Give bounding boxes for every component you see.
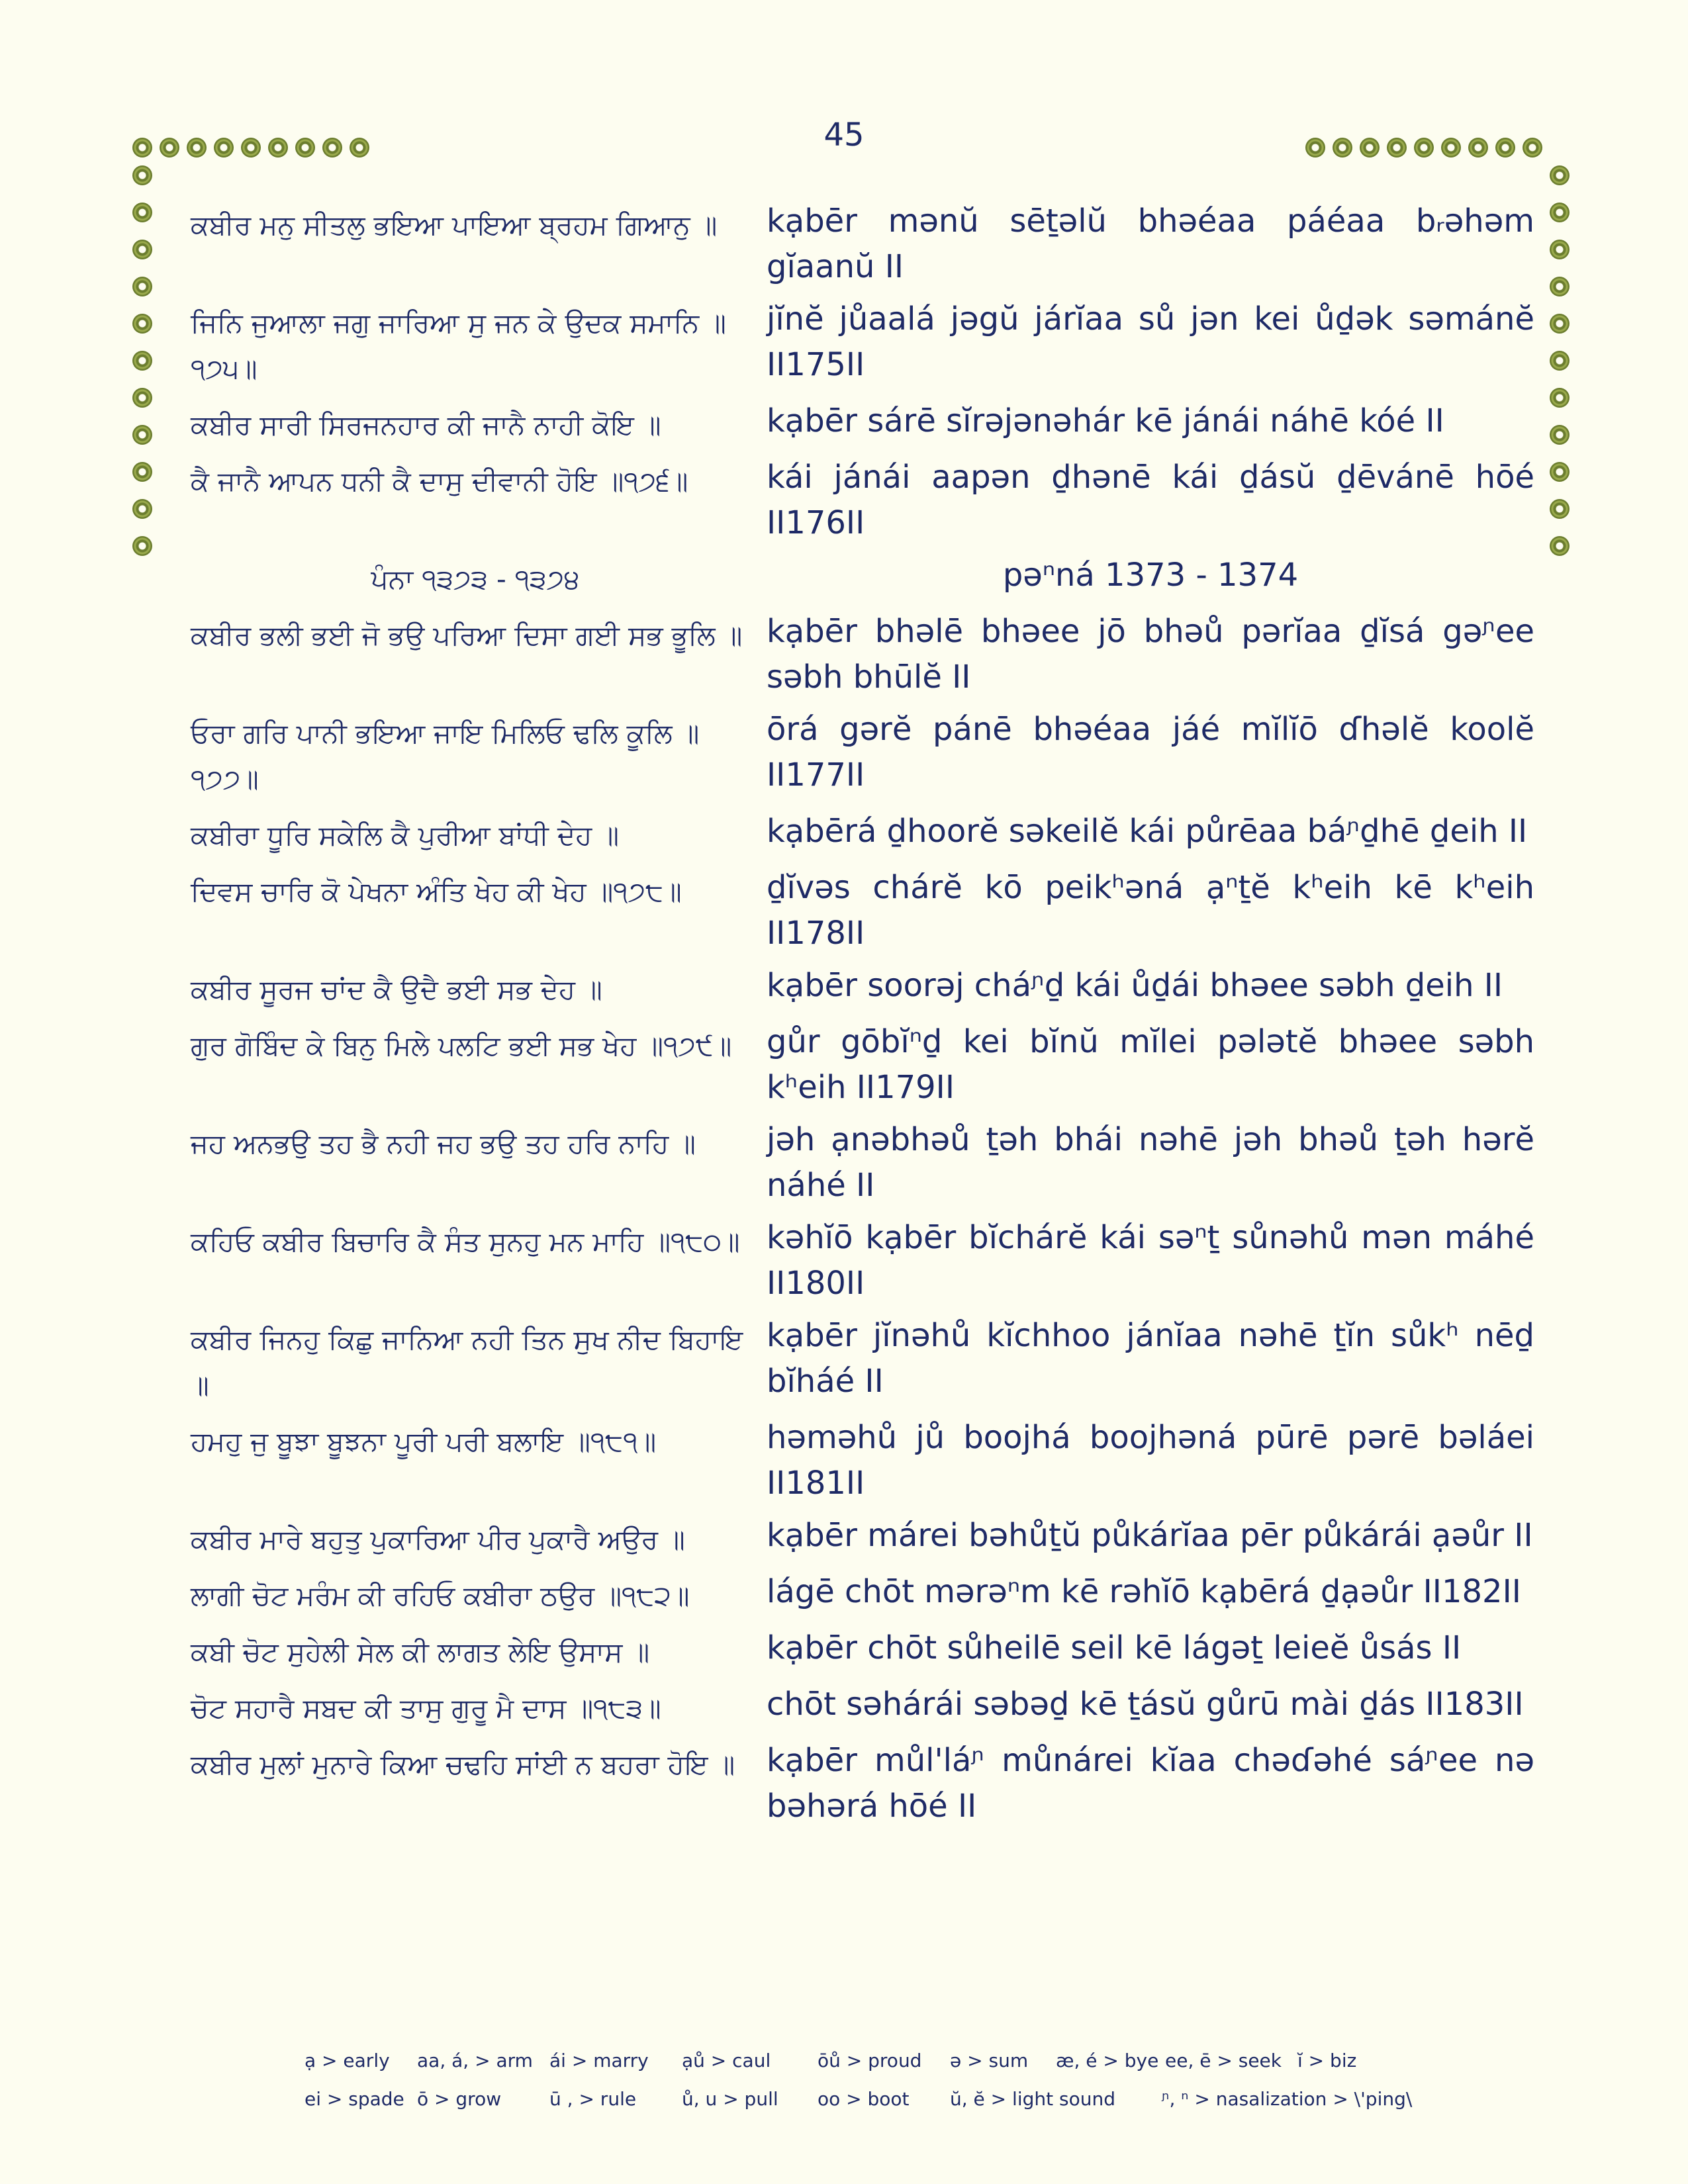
ornament-right	[1550, 165, 1570, 556]
transliteration-text: kạbēr můl'láᶮ můnárei kĭaa chəɗəhé sáᶮee nə bəhərá hōé II	[767, 1742, 1534, 1825]
transliteration-text: kạbēr márei bəhůṯŭ půkárĭaa pēr půkárái ạəůr II	[767, 1517, 1533, 1554]
flower-ornament-icon	[350, 138, 369, 158]
transliteration-text: kạbēr mənŭ sēṯəlŭ bhəéaa páéaa bᵣəhəm gĭaanŭ II	[767, 203, 1534, 285]
verse-table	[191, 199, 1534, 1836]
verse-row	[191, 609, 1534, 700]
transliteration-text: kạbēr soorəj cháᶮḏ kái ůḏái bhəee səbh ḏeih II	[767, 967, 1503, 1004]
legend-row	[305, 2042, 1496, 2080]
legend-item: oo > boot	[818, 2088, 910, 2110]
gurmukhi-text: ਜਿਨਿ ਜੁਆਲਾ ਜਗੁ ਜਾਰਿਆ ਸੁ ਜਨ ਕੇ ਉਦਕ ਸਮਾਨਿ ॥੧੭੫॥	[191, 307, 726, 385]
flower-ornament-icon	[132, 314, 152, 334]
flower-ornament-icon	[1305, 138, 1325, 158]
transliteration-text: gůr gōbĭⁿḏ kei bĭnŭ mĭlei pələtĕ bhəee səbh kʰeih II179II	[767, 1023, 1534, 1106]
flower-ornament-icon	[132, 536, 152, 556]
page-number: 45	[823, 116, 865, 154]
legend-item: ĭ > biz	[1297, 2050, 1357, 2071]
verse-row	[191, 398, 1534, 448]
gurmukhi-text: ਕਬੀਰਾ ਧੂਰਿ ਸਕੇਲਿ ਕੈ ਪੁਰੀਆ ਬਾਂਧੀ ਦੇਹ ॥	[191, 819, 619, 851]
gurmukhi-text: ਕਹਿਓ ਕਬੀਰ ਬਿਚਾਰਿ ਕੈ ਸੰਤ ਸੁਨਹੁ ਮਨ ਮਾਹਿ ॥੧੮੦॥	[191, 1226, 740, 1257]
legend-item: ee, ē > seek	[1165, 2050, 1282, 2071]
transliteration-text: kạbērá ḏhoorĕ səkeilĕ kái půrēaa báᶮḏhē ḏeih II	[767, 813, 1528, 850]
flower-ornament-icon	[1550, 536, 1570, 556]
flower-ornament-icon	[1550, 240, 1570, 259]
gurmukhi-text: ਕਬੀ ਚੋਟ ਸੁਹੇਲੀ ਸੇਲ ਕੀ ਲਾਗਤ ਲੇਇ ਉਸਾਸ ॥	[191, 1636, 650, 1668]
gurmukhi-text: ਦਿਵਸ ਚਾਰਿ ਕੋ ਪੇਖਨਾ ਅੰਤਿ ਖੇਹ ਕੀ ਖੇਹ ॥੧੭੮॥	[191, 876, 682, 907]
transliteration-text: kạbēr jĭnəhů kĭchhoo jánĭaa nəhē ṯĭn sůkʰ nēḏ bĭháé II	[767, 1317, 1534, 1400]
flower-ornament-icon	[1550, 165, 1570, 185]
flower-ornament-icon	[322, 138, 342, 158]
gurmukhi-text: ਕੈ ਜਾਨੈ ਆਪਨ ਧਨੀ ਕੈ ਦਾਸੁ ਦੀਵਾਨੀ ਹੋਇ ॥੧੭੬॥	[191, 465, 688, 497]
legend-item: ū , > rule	[549, 2088, 637, 2110]
transliteration-text: ḏĭvəs chárĕ kō peikʰəná ạⁿṯĕ kʰeih kē kʰeih II178II	[767, 869, 1534, 952]
transliteration-text: kạbēr chōt sůheilē seil kē lágəṯ leieĕ ůsás II	[767, 1629, 1462, 1666]
gurmukhi-text: ਗੁਰ ਗੋਬਿੰਦ ਕੇ ਬਿਨੁ ਮਿਲੇ ਪਲਟਿ ਭਈ ਸਭ ਖੇਹ ॥੧੭੯॥	[191, 1030, 732, 1062]
flower-ornament-icon	[1550, 203, 1570, 222]
transliteration-text: ōrá gərĕ pánē bhəéaa jáé mĭlĭō ɗhəlĕ koolĕ II177II	[767, 711, 1534, 794]
ornament-top-right	[1305, 138, 1542, 158]
legend-item: ə > sum	[950, 2050, 1029, 2071]
flower-ornament-icon	[1550, 499, 1570, 519]
flower-ornament-icon	[1468, 138, 1488, 158]
flower-ornament-icon	[295, 138, 315, 158]
flower-ornament-icon	[1360, 138, 1380, 158]
flower-ornament-icon	[1550, 277, 1570, 296]
flower-ornament-icon	[132, 165, 152, 185]
flower-ornament-icon	[1523, 138, 1542, 158]
verse-row	[191, 1625, 1534, 1675]
flower-ornament-icon	[132, 351, 152, 371]
verse-row	[191, 1569, 1534, 1619]
verse-row	[191, 963, 1534, 1013]
verse-row	[191, 455, 1534, 546]
ornament-top-left	[132, 138, 369, 158]
flower-ornament-icon	[1550, 314, 1570, 334]
verse-row	[191, 1313, 1534, 1408]
gurmukhi-text: ਕਬੀਰ ਸਾਰੀ ਸਿਰਜਨਹਾਰ ਕੀ ਜਾਨੈ ਨਾਹੀ ਕੋਇ ॥	[191, 409, 661, 441]
flower-ornament-icon	[1550, 425, 1570, 445]
gurmukhi-text: ਜਹ ਅਨਭਉ ਤਹ ਭੈ ਨਹੀ ਜਹ ਭਉ ਤਹ ਹਰਿ ਨਾਹਿ ॥	[191, 1128, 696, 1160]
legend-item: ei > spade	[305, 2088, 404, 2110]
legend-item: ōů > proud	[818, 2050, 922, 2071]
flower-ornament-icon	[1495, 138, 1515, 158]
transliteration-text: kəhĭō kạbēr bĭchárĕ kái səⁿṯ sůnəhů mən máhé II180II	[767, 1219, 1534, 1302]
gurmukhi-text: ਕਬੀਰ ਮਾਰੇ ਬਹੁਤੁ ਪੁਕਾਰਿਆ ਪੀਰ ਪੁਕਾਰੈ ਅਉਰ ॥	[191, 1524, 685, 1555]
gurmukhi-text: ਪੰਨਾ ੧੩੭੩ - ੧੩੭੪	[371, 563, 580, 595]
flower-ornament-icon	[1387, 138, 1407, 158]
flower-ornament-icon	[132, 203, 152, 222]
transliteration-text: kái jánái aapən ḏhənē kái ḏásŭ ḏēvánē hōé II176II	[767, 459, 1534, 541]
flower-ornament-icon	[187, 138, 207, 158]
gurmukhi-text: ਚੋਟ ਸਹਾਰੈ ਸਬਦ ਕੀ ਤਾਸੁ ਗੁਰੂ ਮੈ ਦਾਸ ॥੧੮੩॥	[191, 1692, 661, 1724]
flower-ornament-icon	[132, 425, 152, 445]
gurmukhi-text: ਕਬੀਰ ਭਲੀ ਭਈ ਜੋ ਭਉ ਪਰਿਆ ਦਿਸਾ ਗਈ ਸਭ ਭੂਲਿ ॥	[191, 619, 743, 651]
pronunciation-legend	[305, 2042, 1496, 2118]
verse-row	[191, 1415, 1534, 1506]
legend-item: ō > grow	[417, 2088, 502, 2110]
ornament-left	[132, 165, 152, 556]
flower-ornament-icon	[1333, 138, 1352, 158]
gurmukhi-text: ਕਬੀਰ ਮਨੁ ਸੀਤਲੁ ਭਇਆ ਪਾਇਆ ਬ੍ਰਹਮ ਗਿਆਨੁ ॥	[191, 209, 718, 241]
transliteration-text: lágē chōt mərəⁿm kē rəhĭō kạbērá ḏạəůr II182II	[767, 1573, 1521, 1610]
flower-ornament-icon	[132, 388, 152, 408]
gurmukhi-text: ਕਬੀਰ ਸੂਰਜ ਚਾਂਦ ਕੈ ਉਦੈ ਭਈ ਸਭ ਦੇਹ ॥	[191, 974, 602, 1005]
legend-item: ᶮ, ⁿ > nasalization > \'ping\	[1162, 2088, 1413, 2110]
flower-ornament-icon	[241, 138, 261, 158]
verse-row	[191, 199, 1534, 290]
legend-item: æ, é > bye	[1056, 2050, 1159, 2071]
gurmukhi-text: ਓਰਾ ਗਰਿ ਪਾਨੀ ਭਇਆ ਜਾਇ ਮਿਲਿਓ ਢਲਿ ਕੂਲਿ ॥੧੭੭॥	[191, 717, 700, 795]
transliteration-text: pəⁿná 1373 - 1374	[1002, 557, 1299, 594]
legend-item: aa, á, > arm	[417, 2050, 533, 2071]
flower-ornament-icon	[132, 499, 152, 519]
transliteration-text: kạbēr bhəlē bhəee jō bhəů pərĭaa ḏĭsá gəᶮee səbh bhūlĕ II	[767, 613, 1534, 696]
verse-row	[191, 1215, 1534, 1306]
flower-ornament-icon	[132, 138, 152, 158]
gurmukhi-text: ਕਬੀਰ ਜਿਨਹੁ ਕਿਛੁ ਜਾਨਿਆ ਨਹੀ ਤਿਨ ਸੁਖ ਨੀਦ ਬਿਹਾਇ ॥	[191, 1324, 743, 1401]
verse-row	[191, 1682, 1534, 1731]
verse-row	[191, 296, 1534, 392]
transliteration-text: jəh ạnəbhəů ṯəh bhái nəhē jəh bhəů ṯəh hərĕ náhé II	[767, 1121, 1534, 1204]
flower-ornament-icon	[1550, 462, 1570, 482]
legend-item: ái > marry	[549, 2050, 649, 2071]
legend-item: ŭ, ĕ > light sound	[950, 2088, 1115, 2110]
verse-row	[191, 1738, 1534, 1829]
verse-row	[191, 1019, 1534, 1111]
transliteration-text: həməhů jů boojhá boojhəná pūrē pərē bəláei II181II	[767, 1419, 1534, 1502]
flower-ornament-icon	[132, 240, 152, 259]
flower-ornament-icon	[132, 277, 152, 296]
transliteration-text: jĭnĕ jůaalá jəgŭ járĭaa sů jən kei ůḏək səmánĕ II175II	[767, 300, 1534, 383]
flower-ornament-icon	[1550, 351, 1570, 371]
verse-row	[191, 1117, 1534, 1208]
verse-row	[191, 1513, 1534, 1563]
flower-ornament-icon	[268, 138, 288, 158]
flower-ornament-icon	[132, 462, 152, 482]
flower-ornament-icon	[160, 138, 179, 158]
flower-ornament-icon	[214, 138, 234, 158]
transliteration-text: chōt səhárái səbəḏ kē ṯásŭ gůrū mài ḏás II183II	[767, 1686, 1524, 1723]
flower-ornament-icon	[1550, 388, 1570, 408]
verse-row	[191, 865, 1534, 956]
gurmukhi-text: ਹਮਹੁ ਜੁ ਬੂਝਾ ਬੂਝਨਾ ਪੂਰੀ ਪਰੀ ਬਲਾਇ ॥੧੮੧॥	[191, 1426, 657, 1457]
verse-row	[191, 809, 1534, 858]
legend-item: ạů > caul	[682, 2050, 771, 2071]
legend-row	[305, 2080, 1496, 2118]
transliteration-text: kạbēr sárē sĭrəjənəhár kē jánái náhē kóé II	[767, 402, 1444, 439]
flower-ornament-icon	[1441, 138, 1461, 158]
flower-ornament-icon	[1414, 138, 1434, 158]
gurmukhi-text: ਲਾਗੀ ਚੋਟ ਮਰੰਮ ਕੀ ਰਹਿਓ ਕਬੀਰਾ ਠਉਰ ॥੧੮੨॥	[191, 1580, 690, 1612]
legend-item: ạ > early	[305, 2050, 390, 2071]
page-reference-row	[191, 553, 1534, 602]
verse-row	[191, 707, 1534, 802]
legend-item: ů, u > pull	[682, 2088, 778, 2110]
gurmukhi-text: ਕਬੀਰ ਮੁਲਾਂ ਮੁਨਾਰੇ ਕਿਆ ਚਢਹਿ ਸਾਂਈ ਨ ਬਹਰਾ ਹੋਇ ॥	[191, 1749, 735, 1780]
